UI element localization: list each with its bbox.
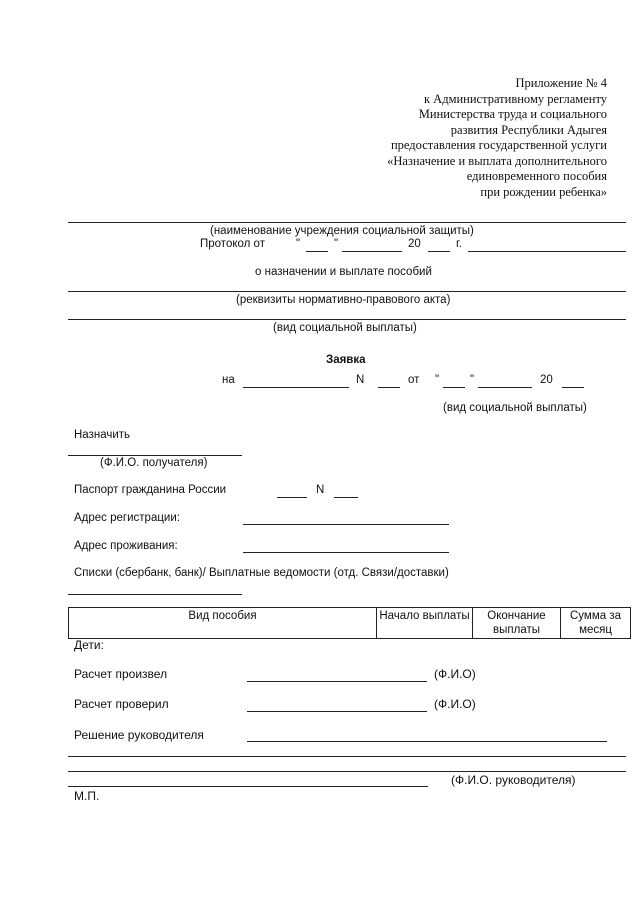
appendix-header-line: единовременного пособия	[466, 169, 607, 183]
appendix-header-line: «Назначение и выплата дополнительного	[387, 153, 607, 168]
appendix-header-line: предоставления государственной услуги	[390, 138, 607, 152]
appendix-header-line: Министерства труда и социального	[418, 107, 607, 121]
protocol-quote-open: "	[296, 238, 301, 250]
recipient-field[interactable]	[68, 455, 242, 456]
application-year-field[interactable]	[562, 387, 584, 388]
institution-caption: (наименование учреждения социальной защиты)	[210, 225, 474, 237]
appendix-header-line: Приложение № 4	[515, 76, 607, 90]
col-header-end: Окончание выплаты	[473, 608, 561, 639]
benefits-table	[68, 607, 631, 639]
calculated-by-field[interactable]	[247, 681, 427, 682]
payment-type-line[interactable]	[68, 319, 626, 320]
protocol-subject: о назначении и выплате пособий	[255, 266, 432, 278]
application-day-field[interactable]	[443, 387, 465, 388]
appendix-header-line: развития Республики Адыгея	[450, 122, 607, 137]
application-on-label: на	[222, 374, 235, 386]
reg-address-field[interactable]	[243, 524, 449, 525]
appendix-header-line: к Административному регламенту	[423, 91, 607, 106]
decision-line-3[interactable]	[68, 771, 626, 772]
checked-by-label: Расчет проверил	[74, 697, 169, 711]
protocol-day-field[interactable]	[306, 251, 328, 252]
checked-by-field[interactable]	[247, 711, 427, 712]
protocol-year-prefix: 20	[408, 238, 421, 250]
application-year-prefix: 20	[540, 374, 553, 386]
protocol-from-label: Протокол от	[200, 238, 265, 250]
institution-line	[68, 222, 626, 223]
col-header-start: Начало выплаты	[377, 608, 473, 639]
decision-field[interactable]	[247, 741, 607, 742]
protocol-year-field[interactable]	[428, 251, 450, 252]
head-caption: (Ф.И.О. руководителя)	[451, 773, 576, 787]
stamp-label: М.П.	[74, 789, 100, 803]
payment-type-caption: (вид социальной выплаты)	[273, 322, 417, 334]
passport-label: Паспорт гражданина России	[74, 484, 227, 496]
live-address-label: Адрес проживания:	[74, 540, 178, 552]
passport-number-sign: N	[316, 484, 325, 496]
protocol-quote-close: "	[334, 238, 339, 250]
appendix-header-line: при рождении ребенка»	[480, 184, 607, 199]
recipient-caption: (Ф.И.О. получателя)	[100, 457, 208, 469]
application-payment-type-caption: (вид социальной выплаты)	[443, 402, 587, 414]
children-label: Дети:	[74, 638, 104, 652]
col-header-monthly-sum: Сумма за месяц	[561, 608, 631, 639]
assign-label: Назначить	[74, 429, 131, 441]
lists-field[interactable]	[68, 594, 242, 595]
protocol-extra-line	[468, 251, 626, 252]
application-subject-field[interactable]	[243, 387, 349, 388]
calculated-by-fio: (Ф.И.О)	[434, 667, 476, 681]
passport-number-field[interactable]	[334, 497, 358, 498]
application-number-field[interactable]	[378, 387, 400, 388]
passport-series-field[interactable]	[277, 497, 307, 498]
act-caption: (реквизиты нормативно-правового акта)	[236, 294, 451, 306]
act-line[interactable]	[68, 291, 626, 292]
table-header-row	[69, 608, 631, 639]
application-quote-open: "	[435, 374, 440, 386]
checked-by-fio: (Ф.И.О)	[434, 697, 476, 711]
decision-label: Решение руководителя	[74, 728, 204, 742]
application-from-label: от	[408, 374, 420, 386]
application-month-field[interactable]	[478, 387, 532, 388]
live-address-field[interactable]	[243, 552, 449, 553]
appendix-header	[387, 76, 607, 200]
application-title: Заявка	[326, 354, 366, 366]
application-quote-close: "	[470, 374, 475, 386]
col-header-benefit-type: Вид пособия	[69, 608, 377, 639]
application-number-sign: N	[356, 374, 365, 386]
calculated-by-label: Расчет произвел	[74, 667, 168, 681]
protocol-year-suffix: г.	[456, 238, 462, 250]
decision-line-2[interactable]	[68, 756, 626, 757]
lists-label: Списки (сбербанк, банк)/ Выплатные ведомости (отд. Связи/доставки)	[74, 567, 449, 579]
protocol-month-field[interactable]	[342, 251, 402, 252]
reg-address-label: Адрес регистрации:	[74, 512, 180, 524]
head-signature-field[interactable]	[68, 786, 428, 787]
